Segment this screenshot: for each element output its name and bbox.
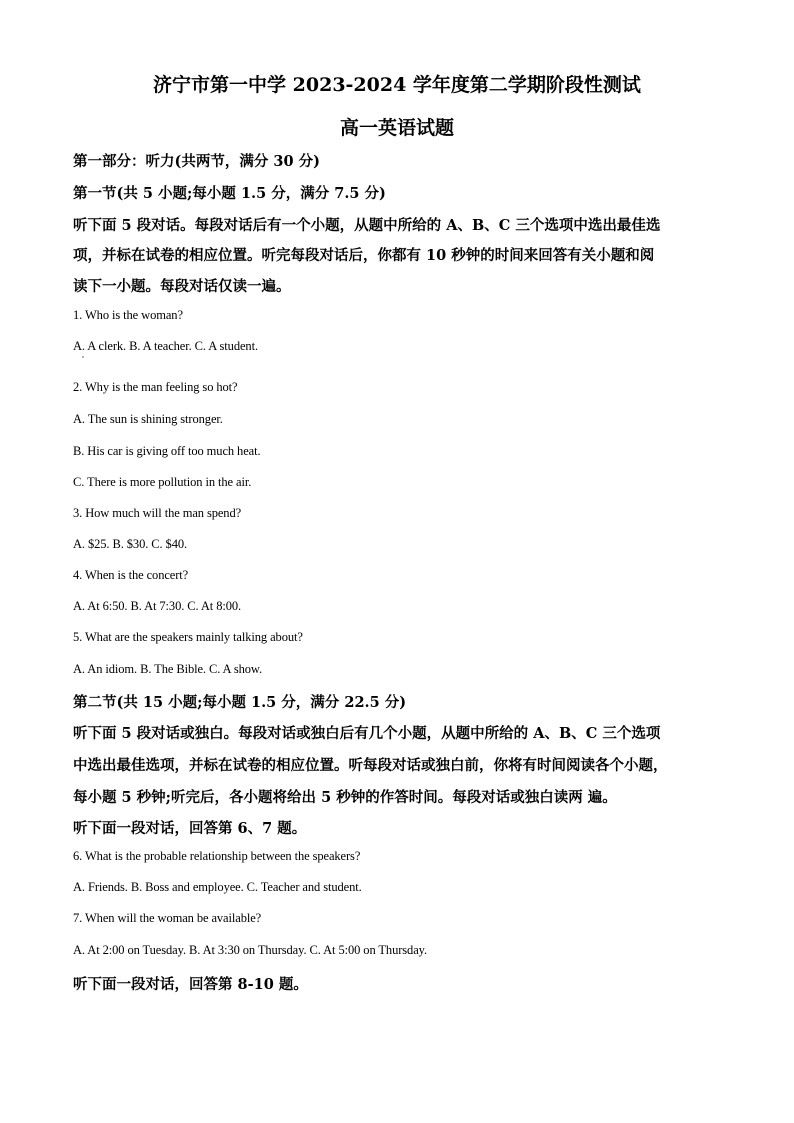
question-7: 7. When will the woman be available? <box>73 911 262 925</box>
question-2-option-c: C. There is more pollution in the air. <box>73 475 252 489</box>
exam-subtitle: 高一英语试题 <box>339 117 454 139</box>
section-one-instruction-line: 听下面 5 段对话。每段对话后有一个小题，从题中所给的 A、B、C 三个选项中选出最佳选 <box>73 217 661 234</box>
section-two-instruction-line: 中选出最佳选项，并标在试卷的相应位置。听每段对话或独白前，你将有时间阅读各个小题， <box>73 757 668 774</box>
question-6: 6. What is the probable relationship between the speakers? <box>73 849 361 863</box>
section-one-heading: 第一节(共 5 小题;每小题 1.5 分，满分 7.5 分) <box>73 185 386 202</box>
question-5: 5. What are the speakers mainly talking about? <box>73 630 303 644</box>
question-1: 1. Who is the woman? <box>73 308 183 322</box>
dialogue-8-10-heading: 听下面一段对话，回答第 8-10 题。 <box>73 976 308 993</box>
part-one-heading: 第一部分：听力(共两节，满分 30 分) <box>73 153 320 170</box>
question-3-options: A. $25. B. $30. C. $40. <box>73 537 188 551</box>
question-4-options: A. At 6:50. B. At 7:30. C. At 8:00. <box>73 599 242 613</box>
question-7-options: A. At 2:00 on Tuesday. B. At 3:30 on Thursday. C. At 5:00 on Thursday. <box>73 943 428 957</box>
section-two-instruction-line: 听下面 5 段对话或独白。每段对话或独白后有几个小题，从题中所给的 A、B、C 三个选项 <box>73 725 661 742</box>
exam-title: 济宁市第一中学 2023-2024 学年度第二学期阶段性测试 <box>153 74 641 96</box>
question-2: 2. Why is the man feeling so hot? <box>73 380 238 394</box>
question-5-options: A. An idiom. B. The Bible. C. A show. <box>73 662 263 676</box>
section-one-instruction-line: 项，并标在试卷的相应位置。听完每段对话后，你都有 10 秒钟的时间来回答有关小题和阅 <box>73 247 655 264</box>
question-4: 4. When is the concert? <box>73 568 189 582</box>
section-two-instruction-line: 每小题 5 秒钟;听完后，各小题将给出 5 秒钟的作答时间。每段对话或独白读两 遍。 <box>73 789 617 806</box>
section-one-instruction-line: 读下一小题。每段对话仅读一遍。 <box>73 278 291 295</box>
question-3: 3. How much will the man spend? <box>73 506 242 520</box>
question-2-option-a: A. The sun is shining stronger. <box>73 412 223 426</box>
question-1-options: A. A clerk. B. A teacher. C. A student. <box>73 339 258 353</box>
question-2-option-b: B. His car is giving off too much heat. <box>73 444 261 458</box>
section-two-heading: 第二节(共 15 小题;每小题 1.5 分，满分 22.5 分) <box>73 694 407 711</box>
dialogue-6-7-heading: 听下面一段对话，回答第 6、7 题。 <box>73 820 307 837</box>
stray-dot <box>82 356 84 358</box>
question-6-options: A. Friends. B. Boss and employee. C. Teacher and student. <box>73 880 362 894</box>
